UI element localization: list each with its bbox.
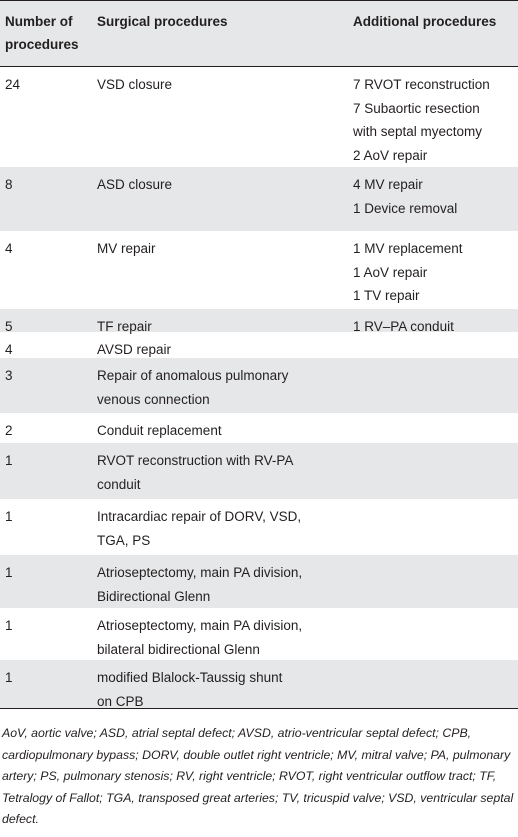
additional-line: 1 TV repair [353, 288, 420, 303]
cell-surgical [97, 666, 332, 713]
cell-additional [353, 237, 518, 308]
cell-number: 1 [5, 509, 13, 524]
additional-line: 4 MV repair [353, 177, 423, 192]
cell-additional [353, 73, 518, 167]
surgical-line: Atrioseptectomy, main PA division, [97, 618, 303, 633]
header-additional: Additional procedures [353, 14, 497, 29]
surgical-line: conduit [97, 476, 141, 492]
surgical-line: bilateral bidirectional Glenn [97, 641, 260, 657]
surgical-line: Bidirectional Glenn [97, 588, 211, 604]
cell-number: 8 [5, 177, 13, 192]
additional-line: 1 MV replacement [353, 241, 463, 256]
surgical-line: ASD closure [97, 177, 173, 192]
header-number-line1: Number of [5, 14, 73, 29]
cell-surgical [97, 614, 332, 661]
surgical-line: on CPB [97, 693, 144, 709]
cell-surgical [97, 505, 332, 552]
cell-number: 1 [5, 618, 13, 633]
surgical-line: TF repair [97, 319, 152, 334]
table-row [0, 413, 518, 443]
additional-line: 1 Device removal [353, 200, 458, 216]
additional-line: 1 AoV repair [353, 264, 428, 280]
surgical-line: MV repair [97, 241, 156, 256]
table-row [0, 608, 518, 660]
table-footnote: AoV, aortic valve; ASD, atrial septal defect; AVSD, atrio-ventricular septal defect; CPB, cardiopulmonary bypass; DORV, double outlet right ventricle; MV, mitral valve; PA, pulmonary artery; PS, pulmonary stenosis; RV, right ventricle; RVOT, right ventricular outflow tract; TF, Tetralogy of Fallot; TGA, transposed great arteries; TV, tricuspid valve; VSD, ventricular septal defect. [0, 708, 518, 831]
table-row [0, 660, 518, 708]
additional-line: with septal myectomy [353, 124, 483, 139]
header-surgical: Surgical procedures [97, 14, 228, 29]
table-row [0, 358, 518, 413]
additional-line: 7 RVOT reconstruction [353, 77, 490, 92]
cell-number: 2 [5, 423, 13, 438]
header-number-line2: procedures [5, 37, 79, 52]
cell-surgical [97, 173, 332, 197]
surgical-line: Repair of anomalous pulmonary [97, 368, 289, 383]
cell-surgical [97, 561, 332, 608]
cell-number: 4 [5, 342, 13, 357]
additional-line: 1 RV–PA conduit [353, 319, 454, 334]
table-row [0, 309, 518, 332]
table-row [0, 231, 518, 309]
surgical-line: RVOT reconstruction with RV-PA [97, 453, 294, 468]
surgical-line: VSD closure [97, 77, 173, 92]
table-row [0, 555, 518, 608]
table-header [0, 0, 518, 67]
table-row [0, 443, 518, 499]
table-row [0, 332, 518, 358]
surgical-line: TGA, PS [97, 532, 151, 548]
cell-number: 24 [5, 77, 21, 92]
cell-number: 1 [5, 565, 13, 580]
cell-number: 5 [5, 319, 13, 334]
cell-number: 4 [5, 241, 13, 256]
cell-surgical [97, 237, 332, 261]
cell-surgical [97, 364, 332, 411]
additional-line: 2 AoV repair [353, 147, 428, 163]
surgical-line: Intracardiac repair of DORV, VSD, [97, 509, 302, 524]
cell-number: 1 [5, 670, 13, 685]
cell-number: 1 [5, 453, 13, 468]
table-row [0, 67, 518, 167]
table-row [0, 499, 518, 555]
table-row [0, 167, 518, 231]
additional-line: 7 Subaortic resection [353, 100, 480, 116]
cell-surgical [97, 449, 332, 496]
cell-surgical [97, 419, 332, 443]
surgical-line: Atrioseptectomy, main PA division, [97, 565, 303, 580]
surgical-line: Conduit replacement [97, 423, 222, 438]
cell-surgical [97, 73, 332, 97]
surgical-line: AVSD repair [97, 342, 172, 357]
cell-additional [353, 173, 518, 220]
cell-number: 3 [5, 368, 13, 383]
surgical-line: modified Blalock-Taussig shunt [97, 670, 283, 685]
surgical-line: venous connection [97, 391, 210, 407]
